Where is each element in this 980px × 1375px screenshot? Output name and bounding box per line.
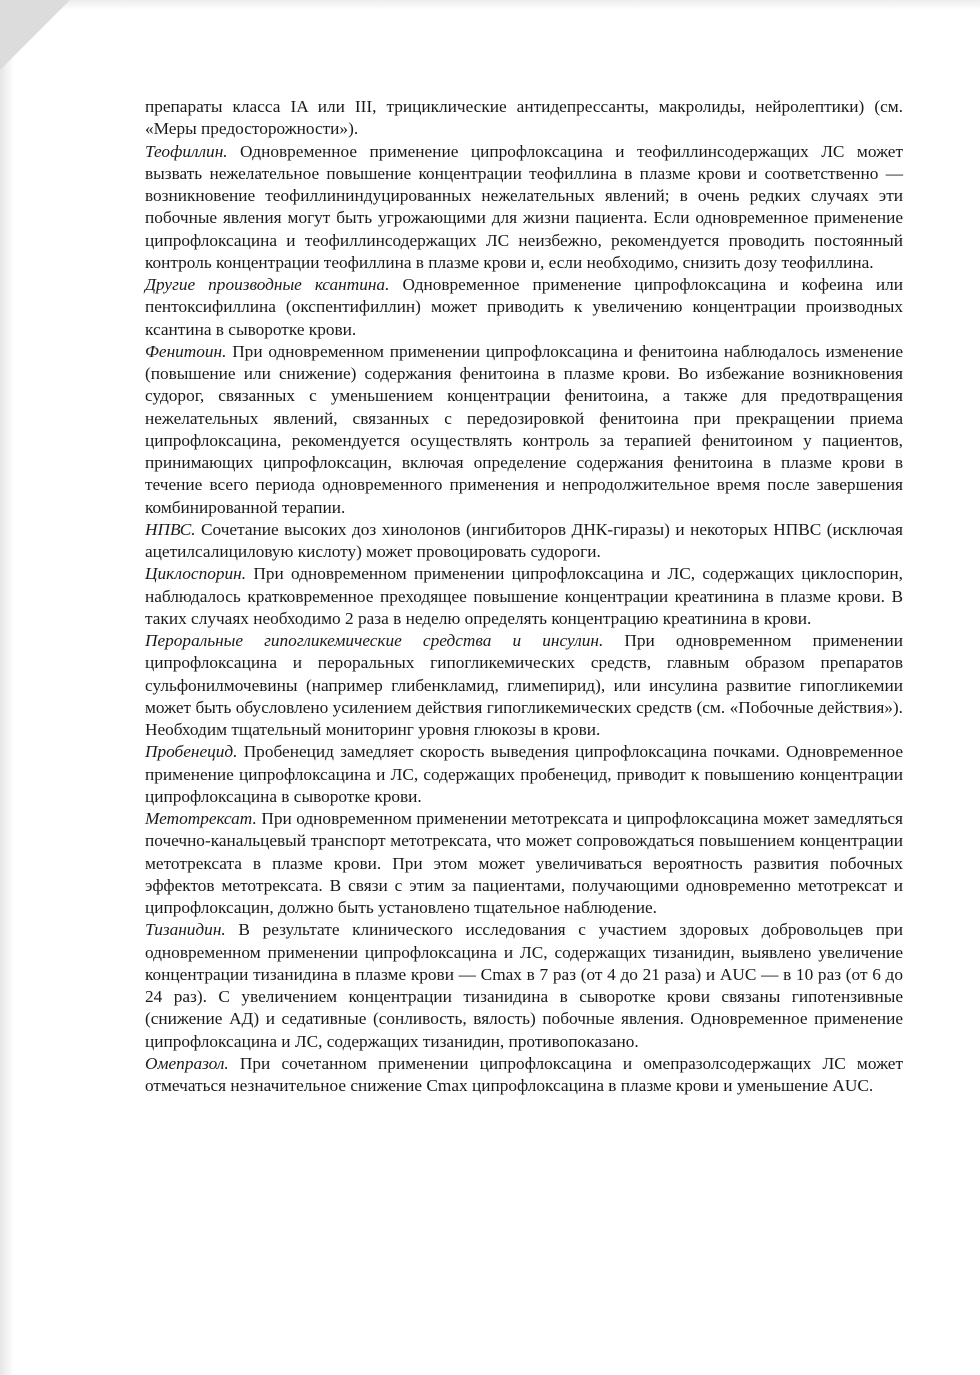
paragraph-nsaids — [145, 519, 903, 564]
paragraph-hypoglycemics — [145, 630, 903, 741]
paragraph-text: Сочетание высоких доз хинолонов (ингибиторов ДНК-гиразы) и некоторых НПВС (исключая ацетилсалициловую кислоту) может провоцировать судороги. — [145, 519, 903, 561]
paragraph-term: Омепразол. — [145, 1053, 229, 1073]
paragraph-methotrexate — [145, 808, 903, 919]
document-body — [145, 96, 903, 1097]
paragraph-term: НПВС. — [145, 519, 196, 539]
paragraph-term: Пробенецид. — [145, 742, 238, 762]
paragraph-phenytoin — [145, 341, 903, 519]
paragraph-text: При сочетанном применении ципрофлоксацина и омепразолсодержащих ЛС может отмечаться незначительное снижение Cmax ципрофлоксацина в плазме крови и уменьшение AUC. — [145, 1053, 903, 1095]
paragraph-term: Теофиллин. — [145, 141, 228, 161]
paragraph-term: Фенитоин. — [145, 341, 227, 361]
paragraph-xanthine-derivatives — [145, 274, 903, 341]
paragraph-text: При одновременном применении ципрофлоксацина и фенитоина наблюдалось изменение (повышение или снижение) содержания фенитоина в плазме крови. Во избежание возникновения судорог, связанных с уменьшением концентрации фенитоина, а также для предотвращения нежелательных явлений, связанных с передозировкой фенитоина при прекращении приема ципрофлоксацина, рекомендуется осуществлять контроль за терапией фенитоином у пациентов, принимающих ципрофлоксацин, включая определение содержания фенитоина в плазме крови в течение всего периода одновременного применения и непродолжительное время после завершения комбинированной терапии. — [145, 341, 903, 517]
paragraph-term: Другие производные ксантина. — [145, 275, 390, 294]
paragraph-continuation — [145, 96, 903, 141]
paragraph-text: При одновременном применении ципрофлоксацина и пероральных гипогликемических средств, главным образом препаратов сульфонилмочевины (например глибенкламид, глимепирид), или инсулина развитие гипогликемии может быть обусловлено усилением действия гипогликемических средств (см. «Побочные действия»). Необходим тщательный мониторинг уровня глюкозы в крови. — [145, 631, 903, 739]
paragraph-text: Одновременное применение ципрофлоксацина и кофеина или пентоксифиллина (окспентифиллин) может приводить к увеличению концентрации производных ксантина в сыворотке крови. — [145, 275, 904, 339]
paragraph-omeprazole — [145, 1053, 903, 1098]
paragraph-text: При одновременном применении метотрексата и ципрофлоксацина может замедляться почечно-канальцевый транспорт метотрексата, что может сопровождаться повышением концентрации метотрексата в плазме крови. При этом может увеличиваться вероятность развития побочных эффектов метотрексата. В связи с этим за пациентами, получающими одновременно метотрексат и ципрофлоксацин, должно быть установлено тщательное наблюдение. — [145, 809, 903, 917]
page-corner-fold — [0, 0, 70, 70]
paragraph-text: препараты класса IA или III, трициклические антидепрессанты, макролиды, нейролептики) (см. «Меры предосторожности»). — [145, 97, 903, 139]
paragraph-cyclosporine — [145, 563, 903, 630]
paragraph-text: В результате клинического исследования с участием здоровых добровольцев при одновременном применении ципрофлоксацина и ЛС, содержащих тизанидин, выявлено увеличение концентрации тизанидина в плазме крови — Cmax в 7 раз (от 4 до 21 раза) и AUC — в 10 раз (от 6 до 24 раз). С увеличением концентрации тизанидина в сыворотке крови связаны гипотензивные (снижение АД) и седативные (сонливость, вялость) побочные явления. Одновременное применение ципрофлоксацина и ЛС, содержащих тизанидин, противопоказано. — [145, 920, 903, 1051]
paragraph-term: Метотрексат. — [145, 809, 257, 828]
paragraph-term: Циклоспорин. — [145, 564, 247, 584]
paragraph-text: Одновременное применение ципрофлоксацина и теофиллинсодержащих ЛС может вызвать нежелательное повышение концентрации теофиллина в плазме крови и соответственно — возникновение теофиллининдуцированных нежелательных явлений; в очень редких случаях эти побочные явления могут быть угрожающими для жизни пациента. Если одновременное применение ципрофлоксацина и теофиллинсодержащих ЛС неизбежно, рекомендуется проводить постоянный контроль концентрации теофиллина в плазме крови и, если необходимо, снизить дозу теофиллина. — [145, 141, 903, 272]
paragraph-term: Тизанидин. — [145, 920, 226, 940]
paragraph-probenecid — [145, 741, 903, 808]
paragraph-tizanidine — [145, 919, 903, 1053]
paragraph-theophylline — [145, 141, 903, 275]
paragraph-text: При одновременном применении ципрофлоксацина и ЛС, содержащих циклоспорин, наблюдалось кратковременное преходящее повышение концентрации креатинина в плазме крови. В таких случаях необходимо 2 раза в неделю определять концентрацию креатинина в крови. — [145, 564, 903, 628]
paragraph-text: Пробенецид замедляет скорость выведения ципрофлоксацина почками. Одновременное применение ципрофлоксацина и ЛС, содержащих пробенецид, приводит к повышению концентрации ципрофлоксацина в сыворотке крови. — [145, 742, 903, 806]
scan-edge-left — [0, 0, 14, 1375]
paragraph-term: Пероральные гипогликемические средства и инсулин. — [145, 631, 604, 650]
scan-edge-top — [0, 0, 980, 10]
